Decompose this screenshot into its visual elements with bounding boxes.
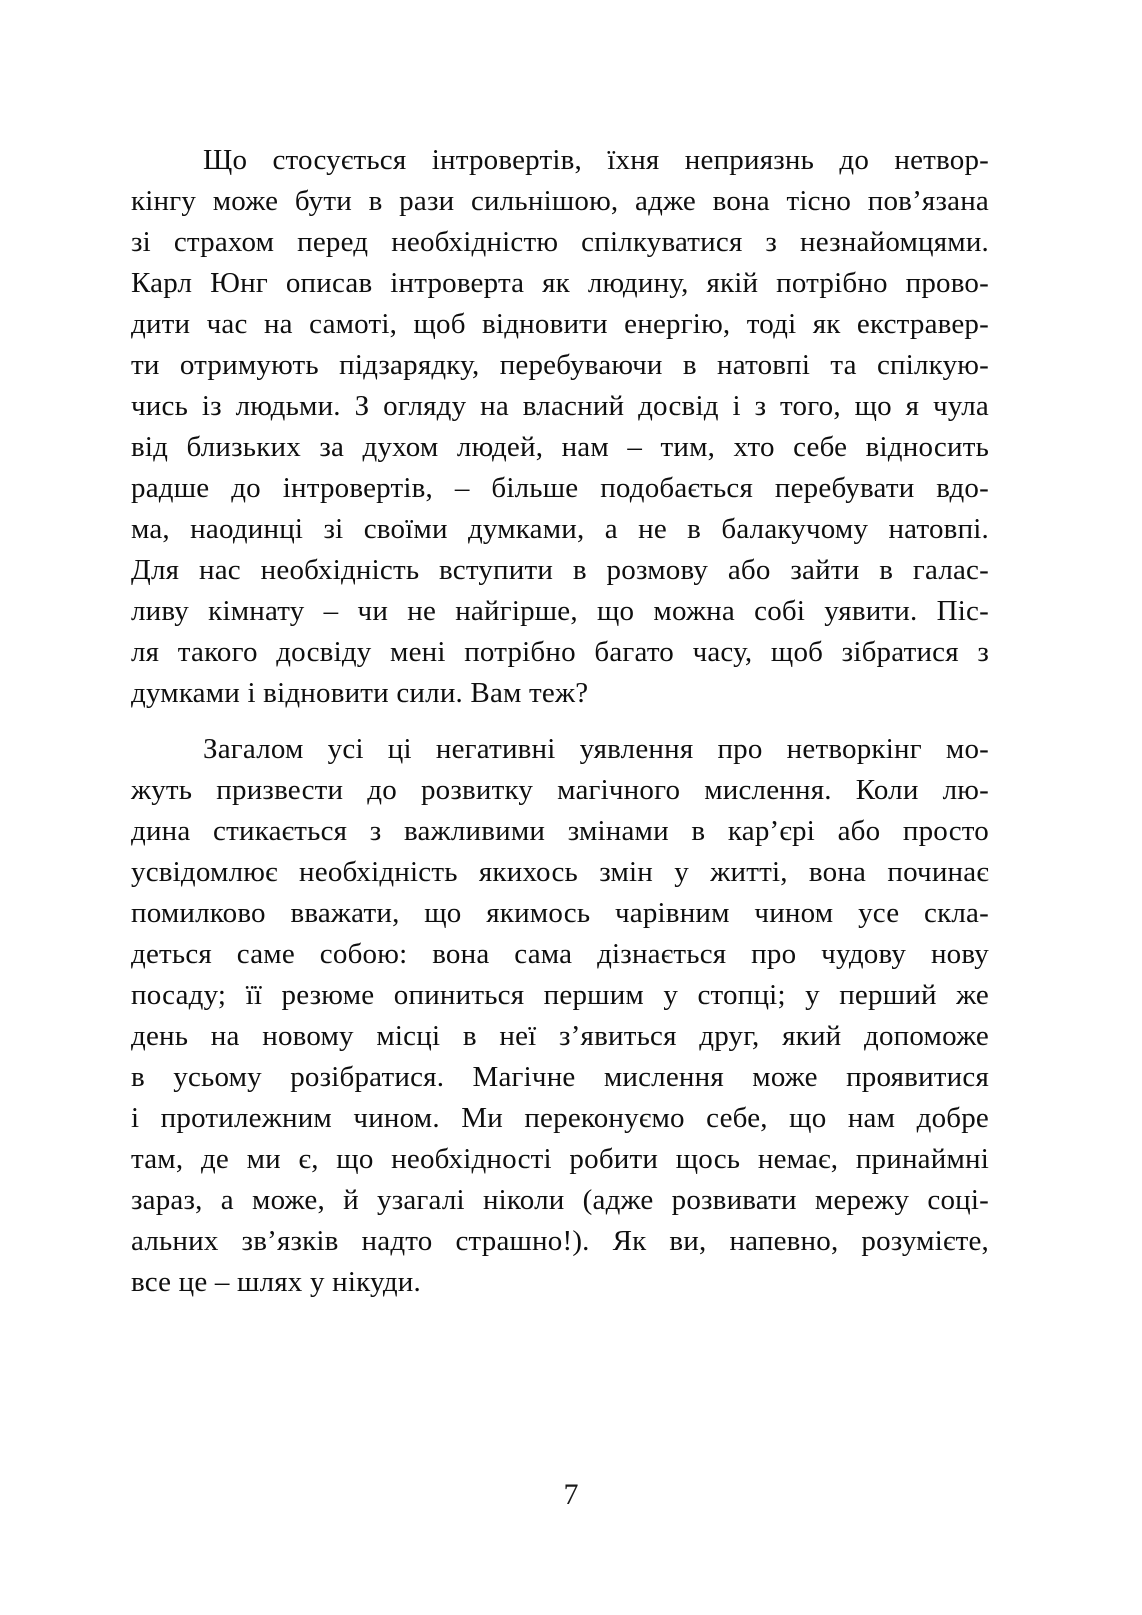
text-line: кінгу може бути в рази сильнішою, адже вона тісно пов’язана xyxy=(131,185,989,217)
text-line: там, де ми є, що необхідності робити щось немає, принаймні xyxy=(131,1143,989,1175)
text-line: посаду; її резюме опиниться першим у стопці; у перший же xyxy=(131,979,989,1011)
text-line: радше до інтровертів, – більше подобається перебувати вдо- xyxy=(131,472,989,504)
text-line: думками і відновити сили. Вам теж? xyxy=(131,677,589,709)
text-line: зараз, а може, й узагалі ніколи (адже розвивати мережу соці- xyxy=(131,1184,989,1216)
text-line: зі страхом перед необхідністю спілкуватися з незнайомцями. xyxy=(131,226,989,258)
text-line: ти отримують підзарядку, перебуваючи в натовпі та спілкую- xyxy=(131,349,989,381)
text-line: і протилежним чином. Ми переконуємо себе, що нам добре xyxy=(131,1102,989,1134)
text-line: дина стикається з важливими змінами в кар’єрі або просто xyxy=(131,815,989,847)
text-line: ма, наодинці зі своїми думками, а не в балакучому натовпі. xyxy=(131,513,989,545)
text-line: все це – шлях у нікуди. xyxy=(131,1266,421,1298)
text-line: Загалом усі ці негативні уявлення про нетворкінг мо- xyxy=(203,733,989,765)
text-line: ля такого досвіду мені потрібно багато часу, щоб зібратися з xyxy=(131,636,989,668)
text-line: Карл Юнг описав інтроверта як людину, якій потрібно прово- xyxy=(131,267,989,299)
text-line: день на новому місці в неї з’явиться друг, який допоможе xyxy=(131,1020,989,1052)
text-line: усвідомлює необхідність якихось змін у житті, вона починає xyxy=(131,856,989,888)
text-line: Що стосується інтровертів, їхня неприязнь до нетвор- xyxy=(203,144,989,176)
text-line: ливу кімнату – чи не найгірше, що можна собі уявити. Піс- xyxy=(131,595,989,627)
text-line: дити час на самоті, щоб відновити енергію, тоді як екстравер- xyxy=(131,308,989,340)
text-line: жуть призвести до розвитку магічного мислення. Коли лю- xyxy=(131,774,989,806)
text-line: в усьому розібратися. Магічне мислення може проявитися xyxy=(131,1061,989,1093)
text-line: Для нас необхідність вступити в розмову або зайти в галас- xyxy=(131,554,989,586)
text-line: помилково вважати, що якимось чарівним чином усе скла- xyxy=(131,897,989,929)
text-line: від близьких за духом людей, нам – тим, хто себе відносить xyxy=(131,431,989,463)
paragraph xyxy=(131,140,989,714)
body-text xyxy=(131,140,989,1303)
text-line: деться саме собою: вона сама дізнається про чудову нову xyxy=(131,938,989,970)
paragraph xyxy=(131,729,989,1303)
page-number: 7 xyxy=(563,1478,579,1511)
text-line: чись із людьми. З огляду на власний досвід і з того, що я чула xyxy=(131,390,989,422)
text-line: альних зв’язків надто страшно!). Як ви, напевно, розумієте, xyxy=(131,1225,989,1257)
